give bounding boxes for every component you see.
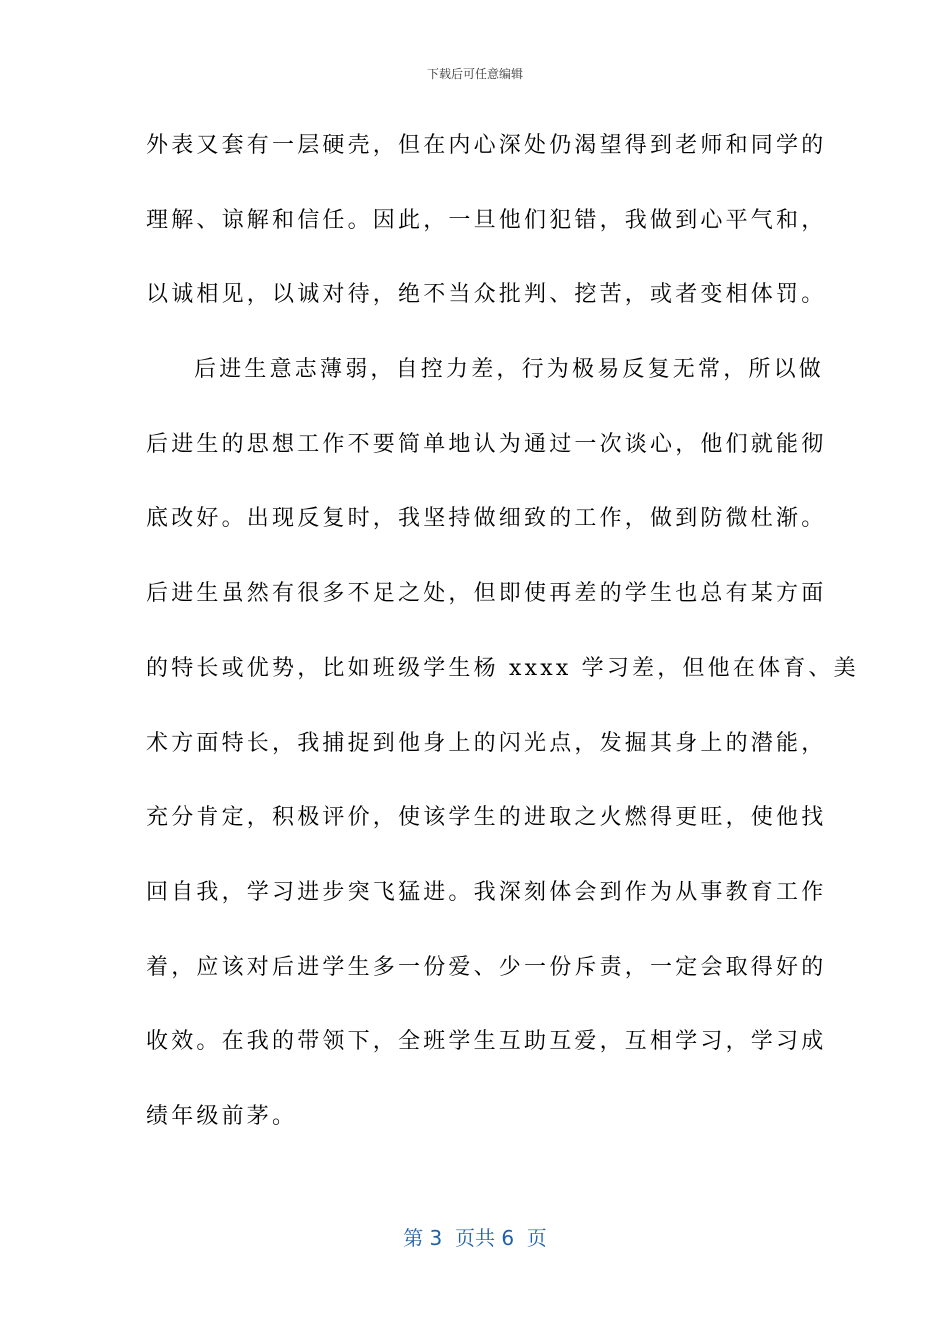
text-line: 外表又套有一层硬壳，但在内心深处仍渴望得到老师和同学的 xyxy=(146,133,827,158)
text-line: 底改好。出现反复时，我坚持做细致的工作，做到防微杜渐。 xyxy=(146,506,827,532)
text-line: 充分肯定，积极评价，使该学生的进取之火燃得更旺，使他找 xyxy=(146,805,827,831)
page-header: 下载后可任意编辑 xyxy=(426,67,523,81)
text-line: 术方面特长，我捕捉到他身上的闪光点，发掘其身上的潜能， xyxy=(146,730,827,756)
body-text xyxy=(146,126,859,1172)
text-line: 着，应该对后进学生多一份爱、少一份斥责，一定会取得好的 xyxy=(146,954,827,980)
text-line: 以诚相见，以诚对待，绝不当众批判、挖苦，或者变相体罚。 xyxy=(146,282,827,308)
page-footer-page-number: 第 3 页共 6 页 xyxy=(403,1226,547,1250)
text-line: 后进生的思想工作不要简单地认为通过一次谈心，他们就能彻 xyxy=(146,431,827,457)
text-line: 绩年级前茅。 xyxy=(146,1103,298,1129)
text-line: 的特长或优势，比如班级学生杨 xxxx 学习差，但他在体育、美 xyxy=(146,655,859,681)
text-line-paragraph-start: 后进生意志薄弱，自控力差，行为极易反复无常，所以做 xyxy=(194,357,825,383)
text-line: 收效。在我的带领下，全班学生互助互爱，互相学习，学习成 xyxy=(146,1029,827,1055)
text-line: 理解、谅解和信任。因此，一旦他们犯错，我做到心平气和， xyxy=(146,207,827,233)
text-line: 后进生虽然有很多不足之处，但即使再差的学生也总有某方面 xyxy=(146,581,827,607)
text-line: 回自我，学习进步突飞猛进。我深刻体会到作为从事教育工作 xyxy=(146,879,827,905)
